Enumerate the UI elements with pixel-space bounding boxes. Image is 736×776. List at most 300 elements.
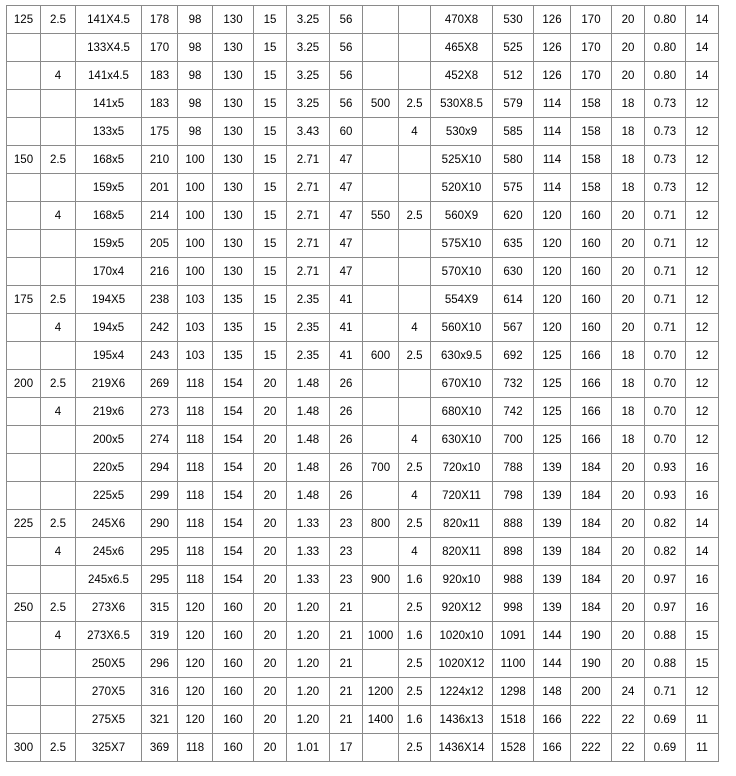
table-cell: 154 (213, 454, 254, 482)
table-cell: 900 (363, 566, 399, 594)
table-cell: 114 (534, 90, 571, 118)
table-cell: 20 (612, 566, 645, 594)
table-cell: 4 (399, 538, 431, 566)
table-cell: 0.71 (645, 678, 686, 706)
table-cell: 4 (399, 426, 431, 454)
table-cell: 201 (142, 174, 178, 202)
table-cell (7, 482, 41, 510)
table-cell: 139 (534, 454, 571, 482)
table-cell: 175 (142, 118, 178, 146)
table-cell: 15 (686, 650, 719, 678)
table-cell (41, 258, 76, 286)
table-cell: 245X6 (76, 510, 142, 538)
table-cell: 0.70 (645, 342, 686, 370)
table-cell: 512 (493, 62, 534, 90)
table-cell: 20 (612, 286, 645, 314)
table-cell: 125 (534, 426, 571, 454)
table-cell: 0.71 (645, 314, 686, 342)
table-cell: 0.73 (645, 90, 686, 118)
table-cell: 1518 (493, 706, 534, 734)
table-cell: 160 (571, 314, 612, 342)
table-cell: 1200 (363, 678, 399, 706)
table-cell: 238 (142, 286, 178, 314)
table-cell: 2.5 (399, 454, 431, 482)
table-cell: 16 (686, 454, 719, 482)
table-cell: 20 (254, 650, 287, 678)
table-cell (7, 398, 41, 426)
table-cell: 20 (254, 538, 287, 566)
table-cell: 1224x12 (431, 678, 493, 706)
table-cell: 798 (493, 482, 534, 510)
table-cell: 680X10 (431, 398, 493, 426)
table-cell (399, 258, 431, 286)
table-cell: 125 (534, 398, 571, 426)
table-cell: 139 (534, 594, 571, 622)
table-cell: 1.20 (287, 678, 330, 706)
specification-table (6, 5, 719, 762)
table-cell: 158 (571, 90, 612, 118)
table-cell: 1.48 (287, 454, 330, 482)
table-cell (7, 650, 41, 678)
table-cell: 22 (612, 734, 645, 762)
table-cell: 120 (534, 314, 571, 342)
table-cell: 720X11 (431, 482, 493, 510)
table-cell: 1436x13 (431, 706, 493, 734)
table-cell: 214 (142, 202, 178, 230)
table-cell: 219X6 (76, 370, 142, 398)
table-cell: 126 (534, 62, 571, 90)
table-cell: 21 (330, 594, 363, 622)
table-cell: 0.71 (645, 202, 686, 230)
table-cell: 20 (254, 734, 287, 762)
table-cell (41, 706, 76, 734)
table-cell: 20 (254, 594, 287, 622)
table-cell: 130 (213, 34, 254, 62)
table-cell: 139 (534, 510, 571, 538)
table-cell: 20 (612, 202, 645, 230)
table-cell: 245x6.5 (76, 566, 142, 594)
table-row (7, 286, 719, 314)
table-cell (399, 6, 431, 34)
table-cell: 0.70 (645, 370, 686, 398)
table-cell (399, 370, 431, 398)
table-cell: 575X10 (431, 230, 493, 258)
table-cell: 133x5 (76, 118, 142, 146)
table-cell: 1.33 (287, 510, 330, 538)
table-cell: 15 (254, 118, 287, 146)
table-cell: 692 (493, 342, 534, 370)
table-cell: 20 (612, 62, 645, 90)
table-cell: 160 (213, 622, 254, 650)
table-cell: 15 (254, 230, 287, 258)
table-cell: 184 (571, 538, 612, 566)
table-cell: 800 (363, 510, 399, 538)
table-cell: 575 (493, 174, 534, 202)
table-cell: 220x5 (76, 454, 142, 482)
table-cell: 0.73 (645, 118, 686, 146)
table-cell: 118 (178, 734, 213, 762)
table-cell: 1.20 (287, 594, 330, 622)
table-cell: 2.71 (287, 146, 330, 174)
table-cell (363, 734, 399, 762)
table-cell: 14 (686, 538, 719, 566)
table-cell: 0.93 (645, 482, 686, 510)
table-cell: 325X7 (76, 734, 142, 762)
table-cell: 130 (213, 202, 254, 230)
table-cell: 14 (686, 34, 719, 62)
table-cell: 100 (178, 258, 213, 286)
table-cell (399, 230, 431, 258)
table-cell: 130 (213, 90, 254, 118)
table-cell: 144 (534, 650, 571, 678)
table-cell: 2.71 (287, 230, 330, 258)
table-cell: 130 (213, 62, 254, 90)
table-cell: 56 (330, 90, 363, 118)
table-cell: 15 (254, 202, 287, 230)
table-row (7, 510, 719, 538)
table-cell: 184 (571, 510, 612, 538)
table-cell: 12 (686, 118, 719, 146)
table-cell: 20 (612, 258, 645, 286)
table-cell (363, 286, 399, 314)
table-cell: 2.5 (399, 202, 431, 230)
table-cell: 20 (254, 706, 287, 734)
table-cell: 585 (493, 118, 534, 146)
table-cell (399, 286, 431, 314)
table-cell: 2.5 (41, 734, 76, 762)
table-cell (399, 174, 431, 202)
table-cell: 20 (612, 34, 645, 62)
table-cell: 15 (254, 342, 287, 370)
table-row (7, 622, 719, 650)
table-cell: 1.48 (287, 370, 330, 398)
table-cell: 1020x10 (431, 622, 493, 650)
table-cell: 168x5 (76, 202, 142, 230)
table-cell: 41 (330, 314, 363, 342)
table-cell: 141x5 (76, 90, 142, 118)
table-cell: 12 (686, 398, 719, 426)
table-cell: 47 (330, 202, 363, 230)
table-cell: 100 (178, 146, 213, 174)
table-cell (363, 398, 399, 426)
table-cell: 820x11 (431, 510, 493, 538)
table-cell: 15 (254, 286, 287, 314)
table-cell: 0.80 (645, 62, 686, 90)
table-cell: 2.5 (399, 594, 431, 622)
table-cell (7, 258, 41, 286)
table-cell: 20 (254, 398, 287, 426)
table-cell: 184 (571, 566, 612, 594)
table-cell: 100 (178, 202, 213, 230)
table-cell: 4 (41, 622, 76, 650)
table-cell: 125 (7, 6, 41, 34)
table-cell: 525X10 (431, 146, 493, 174)
table-cell (41, 230, 76, 258)
table-row (7, 62, 719, 90)
table-row (7, 454, 719, 482)
table-cell: 700 (363, 454, 399, 482)
table-cell: 0.71 (645, 286, 686, 314)
table-row (7, 202, 719, 230)
table-cell: 154 (213, 370, 254, 398)
table-cell: 720x10 (431, 454, 493, 482)
table-cell: 14 (686, 510, 719, 538)
table-cell (41, 454, 76, 482)
table-cell: 12 (686, 370, 719, 398)
table-cell: 250X5 (76, 650, 142, 678)
table-cell: 225 (7, 510, 41, 538)
table-cell (363, 62, 399, 90)
table-cell: 170 (571, 34, 612, 62)
table-cell: 166 (534, 706, 571, 734)
table-cell: 600 (363, 342, 399, 370)
table-cell: 130 (213, 174, 254, 202)
table-cell: 2.5 (41, 370, 76, 398)
table-cell (399, 34, 431, 62)
table-cell: 2.5 (41, 6, 76, 34)
table-cell: 1.6 (399, 566, 431, 594)
table-cell: 219x6 (76, 398, 142, 426)
table-cell: 315 (142, 594, 178, 622)
table-cell: 898 (493, 538, 534, 566)
table-cell: 120 (178, 650, 213, 678)
table-cell: 2.5 (399, 734, 431, 762)
table-cell: 56 (330, 34, 363, 62)
table-cell: 18 (612, 118, 645, 146)
table-cell: 2.5 (399, 650, 431, 678)
table-cell: 154 (213, 482, 254, 510)
table-cell: 520X10 (431, 174, 493, 202)
table-cell: 144 (534, 622, 571, 650)
table-cell: 23 (330, 510, 363, 538)
table-cell: 988 (493, 566, 534, 594)
table-cell: 2.5 (399, 342, 431, 370)
table-cell: 141x4.5 (76, 62, 142, 90)
table-cell: 118 (178, 454, 213, 482)
table-cell: 0.71 (645, 230, 686, 258)
table-cell: 26 (330, 454, 363, 482)
table-cell: 139 (534, 482, 571, 510)
table-cell: 160 (213, 734, 254, 762)
table-cell (363, 482, 399, 510)
table-row (7, 594, 719, 622)
table-cell (7, 174, 41, 202)
table-cell: 0.69 (645, 734, 686, 762)
table-cell: 154 (213, 538, 254, 566)
table-cell (363, 118, 399, 146)
table-cell: 3.25 (287, 62, 330, 90)
table-cell: 11 (686, 706, 719, 734)
table-cell: 130 (213, 146, 254, 174)
table-cell: 500 (363, 90, 399, 118)
table-row (7, 146, 719, 174)
table-cell: 4 (399, 482, 431, 510)
table-cell: 20 (612, 230, 645, 258)
table-cell: 118 (178, 510, 213, 538)
table-cell: 1.33 (287, 538, 330, 566)
table-cell: 20 (254, 622, 287, 650)
table-cell: 1436X14 (431, 734, 493, 762)
table-cell: 154 (213, 426, 254, 454)
table-cell: 2.5 (41, 594, 76, 622)
table-cell: 3.25 (287, 6, 330, 34)
table-row (7, 482, 719, 510)
table-cell: 98 (178, 62, 213, 90)
table-cell (7, 202, 41, 230)
table-cell: 2.71 (287, 258, 330, 286)
table-cell: 24 (612, 678, 645, 706)
table-cell: 1528 (493, 734, 534, 762)
table-cell: 15 (254, 62, 287, 90)
table-cell: 274 (142, 426, 178, 454)
table-cell (7, 342, 41, 370)
table-cell: 14 (686, 62, 719, 90)
table-cell: 1000 (363, 622, 399, 650)
table-row (7, 118, 719, 146)
table-cell: 183 (142, 62, 178, 90)
table-cell: 4 (41, 538, 76, 566)
table-cell: 21 (330, 622, 363, 650)
table-row (7, 342, 719, 370)
table-cell: 222 (571, 706, 612, 734)
table-cell: 15 (254, 174, 287, 202)
table-cell: 135 (213, 286, 254, 314)
table-cell: 295 (142, 566, 178, 594)
table-cell: 15 (254, 90, 287, 118)
table-cell (363, 146, 399, 174)
table-cell: 20 (612, 594, 645, 622)
table-cell (399, 146, 431, 174)
table-cell: 2.71 (287, 174, 330, 202)
table-cell: 159x5 (76, 174, 142, 202)
table-cell: 0.88 (645, 650, 686, 678)
table-cell: 245x6 (76, 538, 142, 566)
table-row (7, 6, 719, 34)
table-cell: 160 (213, 678, 254, 706)
table-cell: 12 (686, 678, 719, 706)
table-cell: 3.25 (287, 90, 330, 118)
table-cell: 3.25 (287, 34, 330, 62)
table-cell: 4 (41, 62, 76, 90)
table-row (7, 314, 719, 342)
table-cell: 1.20 (287, 706, 330, 734)
table-cell: 1.48 (287, 482, 330, 510)
table-cell: 12 (686, 174, 719, 202)
table-cell: 296 (142, 650, 178, 678)
table-cell: 60 (330, 118, 363, 146)
table-cell: 103 (178, 314, 213, 342)
table-cell (363, 34, 399, 62)
table-cell: 47 (330, 174, 363, 202)
table-cell (363, 370, 399, 398)
table-row (7, 230, 719, 258)
table-cell: 2.5 (399, 510, 431, 538)
table-cell: 20 (254, 426, 287, 454)
table-cell: 130 (213, 118, 254, 146)
table-cell: 920x10 (431, 566, 493, 594)
table-cell: 550 (363, 202, 399, 230)
table-cell (41, 482, 76, 510)
table-cell: 295 (142, 538, 178, 566)
table-cell: 273X6 (76, 594, 142, 622)
table-cell: 20 (612, 510, 645, 538)
table-row (7, 538, 719, 566)
table-cell: 23 (330, 538, 363, 566)
table-cell: 670X10 (431, 370, 493, 398)
table-cell: 168x5 (76, 146, 142, 174)
table-cell: 275X5 (76, 706, 142, 734)
table-cell: 166 (571, 398, 612, 426)
table-cell: 100 (178, 174, 213, 202)
table-cell (363, 538, 399, 566)
table-cell: 18 (612, 426, 645, 454)
table-cell: 118 (178, 370, 213, 398)
table-cell: 135 (213, 314, 254, 342)
table-cell: 120 (534, 258, 571, 286)
table-cell: 11 (686, 734, 719, 762)
table-cell: 159x5 (76, 230, 142, 258)
table-cell: 20 (254, 454, 287, 482)
table-cell: 630x9.5 (431, 342, 493, 370)
table-cell: 1.20 (287, 650, 330, 678)
table-cell: 139 (534, 538, 571, 566)
table-cell: 15 (254, 146, 287, 174)
table-cell: 16 (686, 594, 719, 622)
table-cell: 130 (213, 258, 254, 286)
table-cell (7, 34, 41, 62)
table-cell (7, 538, 41, 566)
table-cell: 141X4.5 (76, 6, 142, 34)
table-cell (7, 454, 41, 482)
table-cell: 22 (612, 706, 645, 734)
table-row (7, 566, 719, 594)
table-cell: 154 (213, 510, 254, 538)
table-cell: 0.70 (645, 398, 686, 426)
table-cell: 133X4.5 (76, 34, 142, 62)
table-cell: 20 (254, 566, 287, 594)
table-cell: 15 (686, 622, 719, 650)
table-cell: 120 (534, 230, 571, 258)
table-cell (7, 566, 41, 594)
table-cell: 2.71 (287, 202, 330, 230)
table-cell: 20 (612, 538, 645, 566)
table-row (7, 34, 719, 62)
table-cell: 525 (493, 34, 534, 62)
table-cell: 12 (686, 314, 719, 342)
table-cell: 920X12 (431, 594, 493, 622)
table-cell (7, 314, 41, 342)
table-cell: 41 (330, 342, 363, 370)
table-cell: 100 (178, 230, 213, 258)
table-cell: 242 (142, 314, 178, 342)
table-row (7, 398, 719, 426)
table-row (7, 370, 719, 398)
table-cell: 160 (571, 230, 612, 258)
table-cell: 148 (534, 678, 571, 706)
table-cell (41, 650, 76, 678)
table-cell: 195x4 (76, 342, 142, 370)
table-cell: 18 (612, 370, 645, 398)
table-cell: 820X11 (431, 538, 493, 566)
table-cell: 12 (686, 258, 719, 286)
table-cell (41, 90, 76, 118)
table-cell: 56 (330, 6, 363, 34)
table-cell: 3.43 (287, 118, 330, 146)
table-cell: 2.35 (287, 314, 330, 342)
table-cell: 12 (686, 342, 719, 370)
table-cell (41, 566, 76, 594)
table-cell: 47 (330, 230, 363, 258)
